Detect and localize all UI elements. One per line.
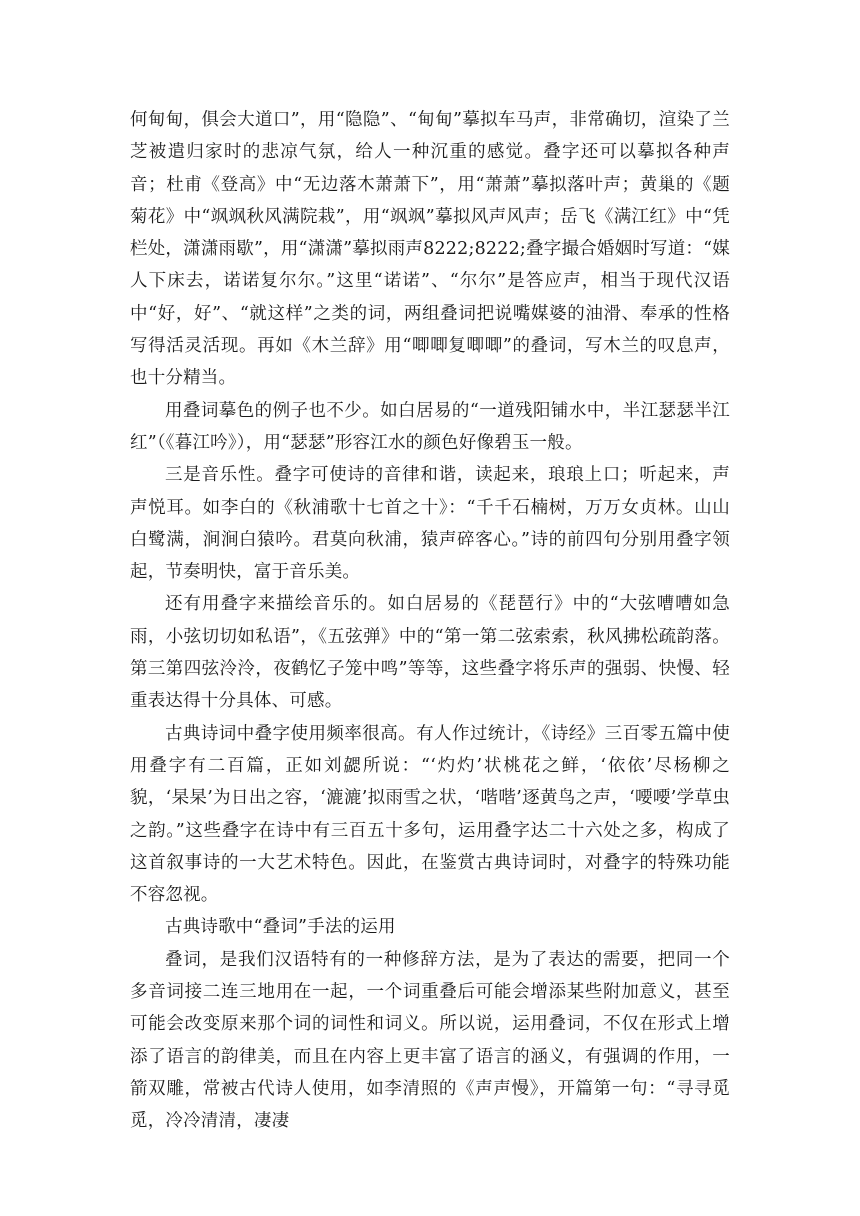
paragraph-continuation: 何甸甸，俱会大道口”，用“隐隐”、“甸甸”摹拟车马声，非常确切，渲染了兰芝被遣归家时的悲凉气氛，给人一种沉重的感觉。叠字还可以摹拟各种声音；杜甫《登高》中“无边落木萧萧下”，用“萧萧”摹拟落叶声；黄巢的《题菊花》中“飒飒秋风满院栽”，用“飒飒”摹拟风声风声；岳飞《满江红》中“凭栏处，潇潇雨歇”，用“潇潇”摹拟雨声8222;8222;叠字撮合婚姻时写道：“媒人下床去，诺诺复尔尔。”这里“诺诺”、“尔尔”是答应声，相当于现代汉语中“好，好”、“就这样”之类的词，两组叠词把说嘴媒婆的油滑、奉承的性格写得活灵活现。再如《木兰辞》用“唧唧复唧唧”的叠词，写木兰的叹息声，也十分精当。 (130, 110, 730, 389)
document-body (130, 104, 730, 1138)
paragraph-musicality: 三是音乐性。叠字可使诗的音律和谐，读起来，琅琅上口；听起来，声声悦耳。如李白的《秋浦歌十七首之十》：“千千石楠树，万万女贞林。山山白鹭满，涧涧白猿吟。君莫向秋浦，猿声碎客心。”诗的前四句分别用叠字领起，节奏明快，富于音乐美。 (130, 465, 730, 583)
section-heading: 古典诗歌中“叠词”手法的运用 (165, 917, 396, 938)
paragraph-color-examples: 用叠词摹色的例子也不少。如白居易的“一道残阳铺水中，半江瑟瑟半江红”（《暮江吟》），用“瑟瑟”形容江水的颜色好像碧玉一般。 (130, 400, 730, 453)
paragraph-definition: 叠词，是我们汉语特有的一种修辞方法，是为了表达的需要，把同一个多音词接二连三地用在一起，一个词重叠后可能会增添某些附加意义，甚至可能会改变原来那个词的词性和词义。所以说，运用叠词，不仅在形式上增添了语言的韵律美，而且在内容上更丰富了语言的涵义，有强调的作用，一箭双雕，常被古代诗人使用，如李清照的《声声慢》，开篇第一句：“寻寻觅觅，冷冷清清，凄凄 (130, 949, 730, 1132)
paragraph-frequency: 古典诗词中叠字使用频率很高。有人作过统计，《诗经》三百零五篇中使用叠字有二百篇，正如刘勰所说：“‘灼灼’状桃花之鲜，‘依依’尽杨柳之貌，‘杲杲’为日出之容，‘漉漉’拟雨雪之状，‘喈喈’逐黄鸟之声，‘喓喓’学草虫之韵。”这些叠字在诗中有三百五十多句，运用叠字达二十六处之多，构成了这首叙事诗的一大艺术特色。因此，在鉴赏古典诗词时，对叠字的特殊功能不容忽视。 (130, 723, 730, 906)
paragraph-music-description: 还有用叠字来描绘音乐的。如白居易的《琵琶行》中的“大弦嘈嘈如急雨，小弦切切如私语”，《五弦弹》中的“第一第二弦索索，秋风拂松疏韵落。第三第四弦泠泠，夜鹤忆子笼中鸣”等等，这些叠字将乐声的强弱、快慢、轻重表达得十分具体、可感。 (130, 594, 730, 712)
